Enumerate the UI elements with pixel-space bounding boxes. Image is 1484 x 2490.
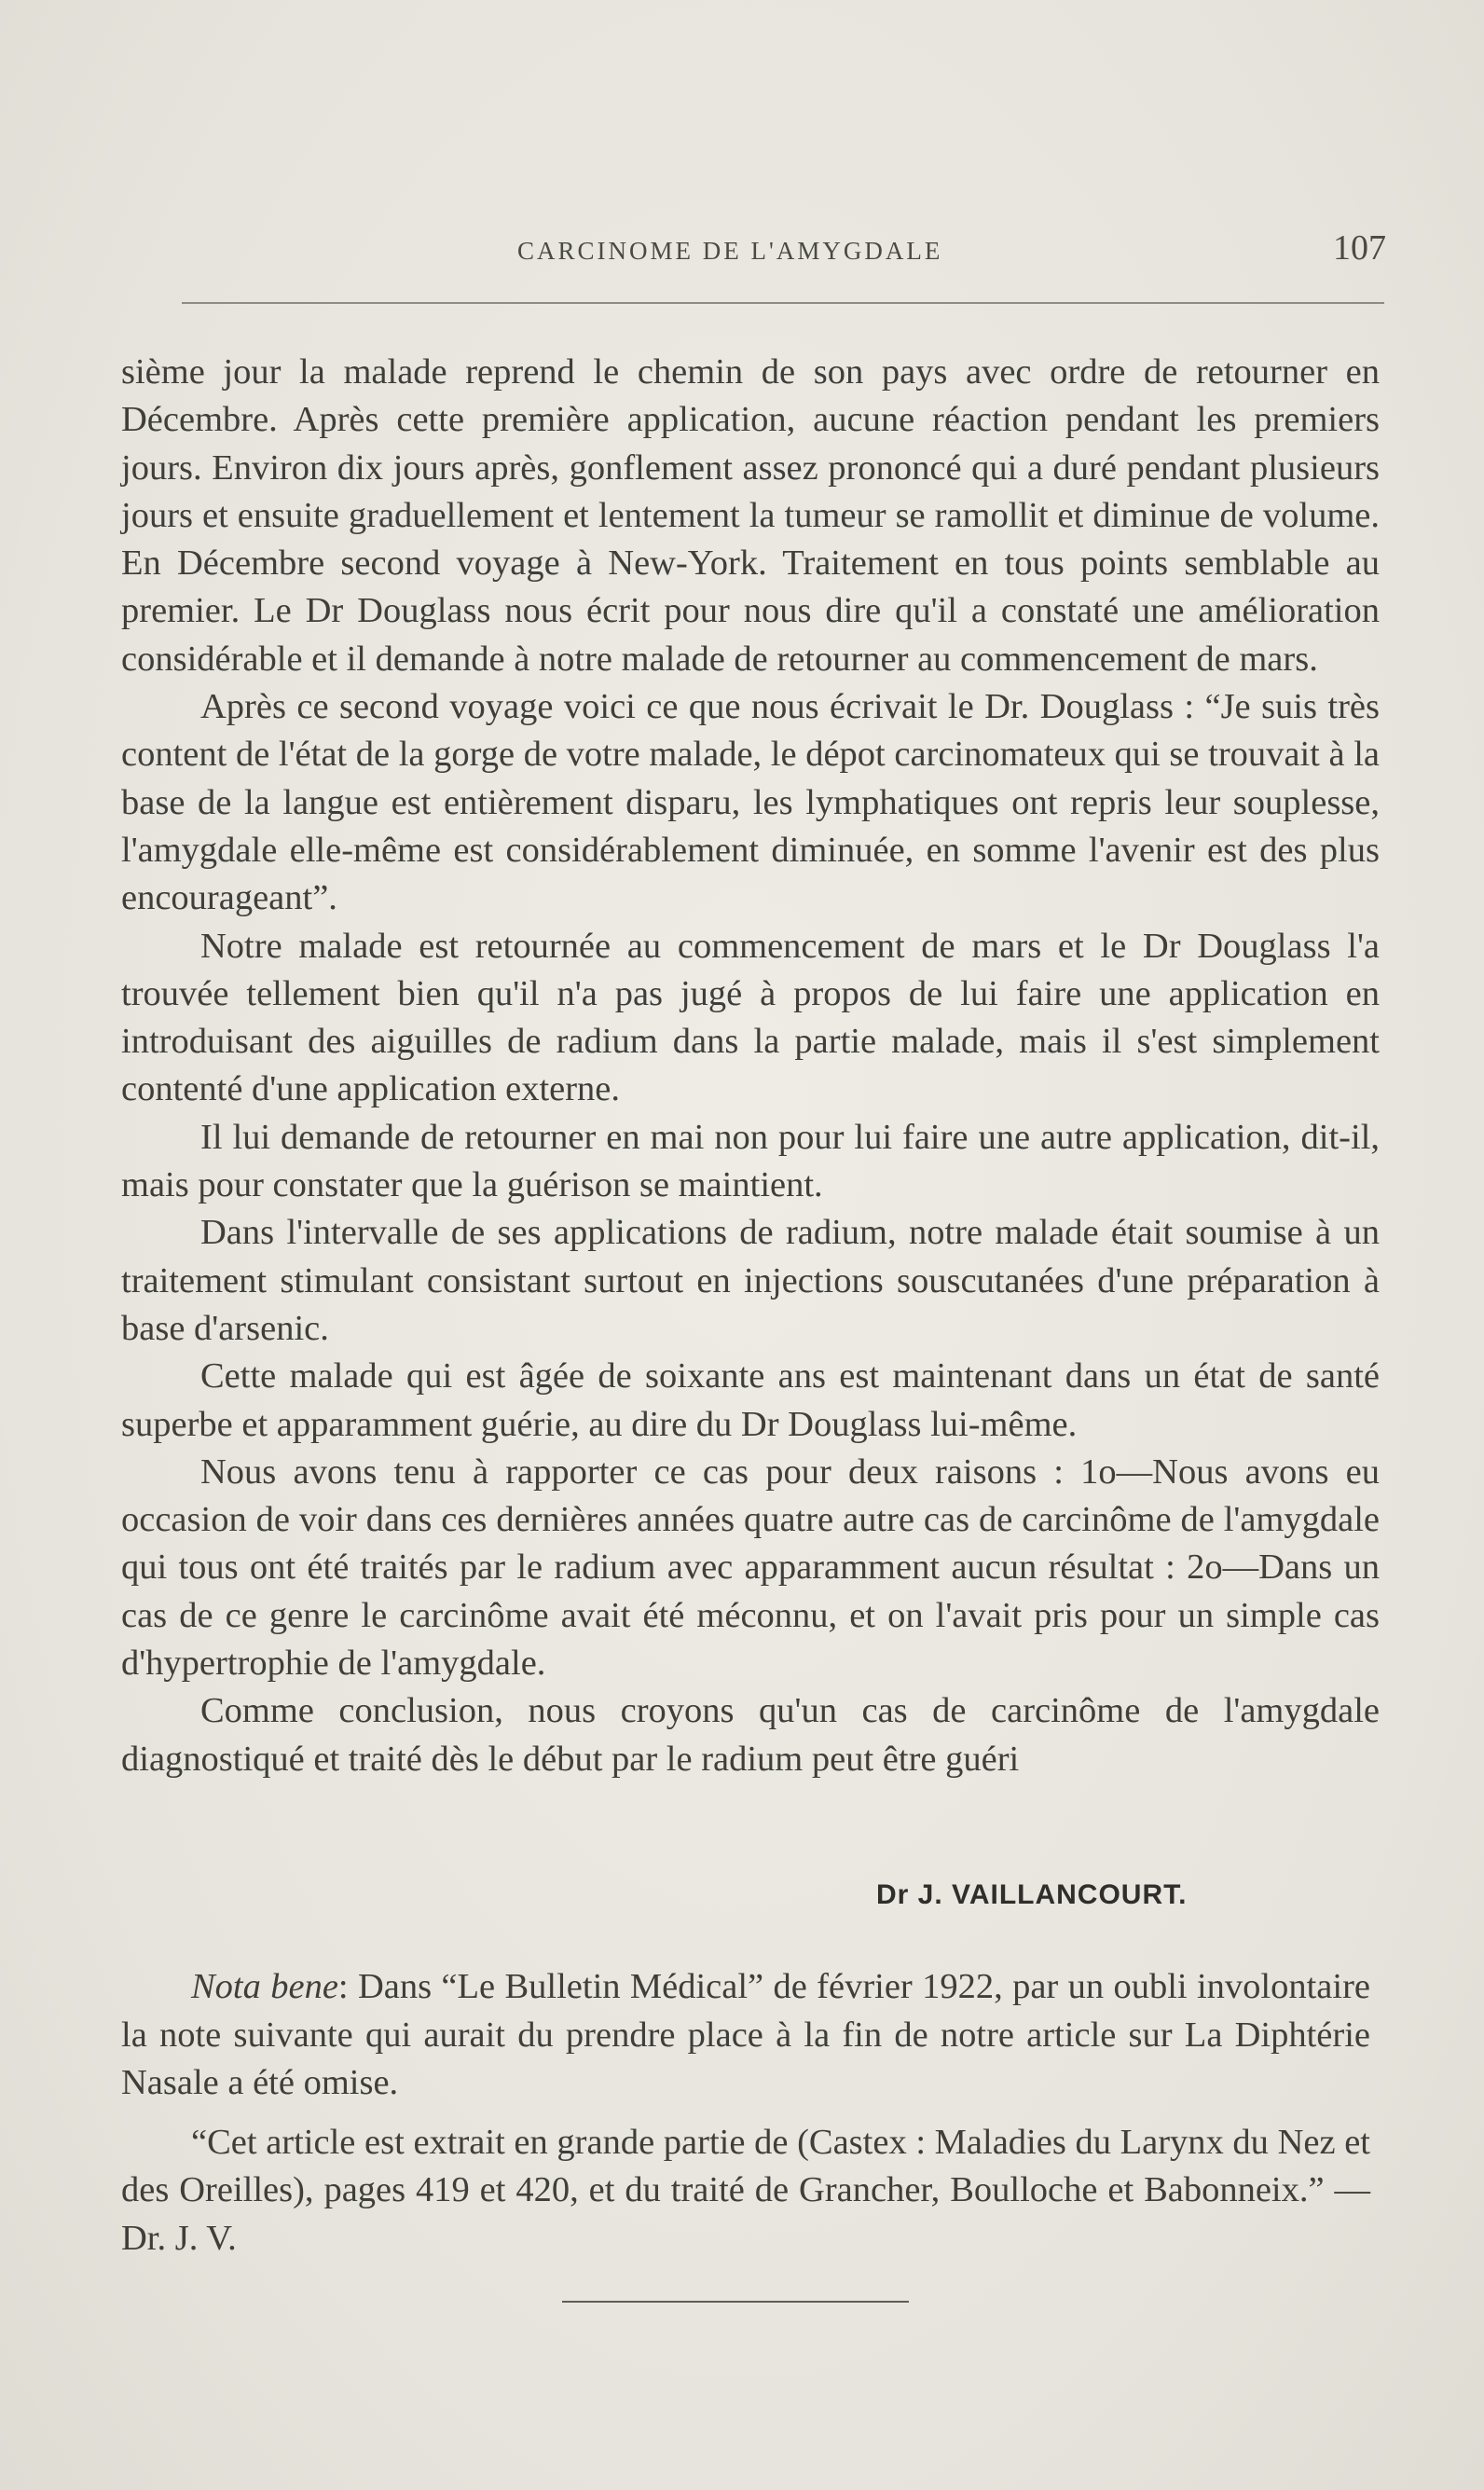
paragraph: Comme conclusion, nous croyons qu'un cas de carcinôme de l'amygdale diagnostiqué et traité dès le début par le radium peut être guéri <box>121 1691 1380 1779</box>
paragraph: Après ce second voyage voici ce que nous écrivait le Dr. Douglass : “Je suis très content de l'état de la gorge de votre malade, le dépot carcinomateux qui se trouvait à la base de la langue est entièrement disparu, les lymphatiques ont repris leur souplesse, l'amygdale elle-même est considérablement diminuée, en somme l'avenir est des plus encourageant”. <box>121 687 1380 918</box>
author-signature: Dr J. VAILLANCOURT. <box>876 1879 1188 1910</box>
page-number: 107 <box>1333 228 1386 268</box>
header-rule <box>182 302 1384 304</box>
running-header <box>0 222 1484 278</box>
paragraph: sième jour la malade reprend le chemin de son pays avec ordre de retourner en Décembre. Après cette première application, aucune réaction pendant les premiers jours. Environ dix jours après, gonflement assez prononcé qui a duré pendant plusieurs jours et ensuite graduellement et lentement la tumeur se ramollit et diminue de volume. En Décembre second voyage à New-York. Traitement en tous points semblable au premier. Le Dr Douglass nous écrit pour nous dire qu'il a constaté une amélioration considérable et il demande à notre malade de retourner au commencement de mars. <box>121 352 1380 679</box>
paragraph: Dans l'intervalle de ses applications de radium, notre malade était soumise à un traitement stimulant consistant surtout en injections souscutanées d'une préparation à base d'arsenic. <box>121 1213 1380 1348</box>
nota-quote: “Cet article est extrait en grande partie de (Castex : Maladies du Larynx du Nez et des Oreilles), pages 419 et 420, et du traité de Grancher, Boulloche et Babonneix.” — Dr. J. V. <box>121 2122 1370 2258</box>
nota-text: : Dans “Le Bulletin Médical” de février 1922, par un oubli involontaire la note suivante qui aurait du prendre place à la fin de notre article sur La Diphtérie Nasale a été omise. <box>121 1967 1370 2102</box>
article-body <box>121 349 1380 1783</box>
running-title: CARCINOME DE L'AMYGDALE <box>517 237 943 265</box>
paragraph: Notre malade est retournée au commencement de mars et le Dr Douglass l'a trouvée tellement bien qu'il n'a pas jugé à propos de lui faire une application en introduisant des aiguilles de radium dans la partie malade, mais il s'est simplement contenté d'une application externe. <box>121 926 1380 1109</box>
nota-paragraph <box>121 1963 1370 2108</box>
nota-bene-section <box>121 1963 1370 2274</box>
nota-label: Nota bene <box>191 1967 338 2006</box>
end-rule <box>562 2301 909 2303</box>
paragraph: Il lui demande de retourner en mai non pour lui faire une autre application, dit-il, mais pour constater que la guérison se maintient. <box>121 1117 1380 1205</box>
paragraph: Cette malade qui est âgée de soixante ans est maintenant dans un état de santé superbe et apparamment guérie, au dire du Dr Douglass lui-même. <box>121 1356 1380 1444</box>
paragraph: Nous avons tenu à rapporter ce cas pour deux raisons : 1o—Nous avons eu occasion de voir dans ces dernières années quatre autre cas de carcinôme de l'amygdale qui tous ont été traités par le radium avec apparamment aucun résultat : 2o—Dans un cas de ce genre le carcinôme avait été méconnu, et on l'avait pris pour un simple cas d'hypertrophie de l'amygdale. <box>121 1451 1380 1684</box>
